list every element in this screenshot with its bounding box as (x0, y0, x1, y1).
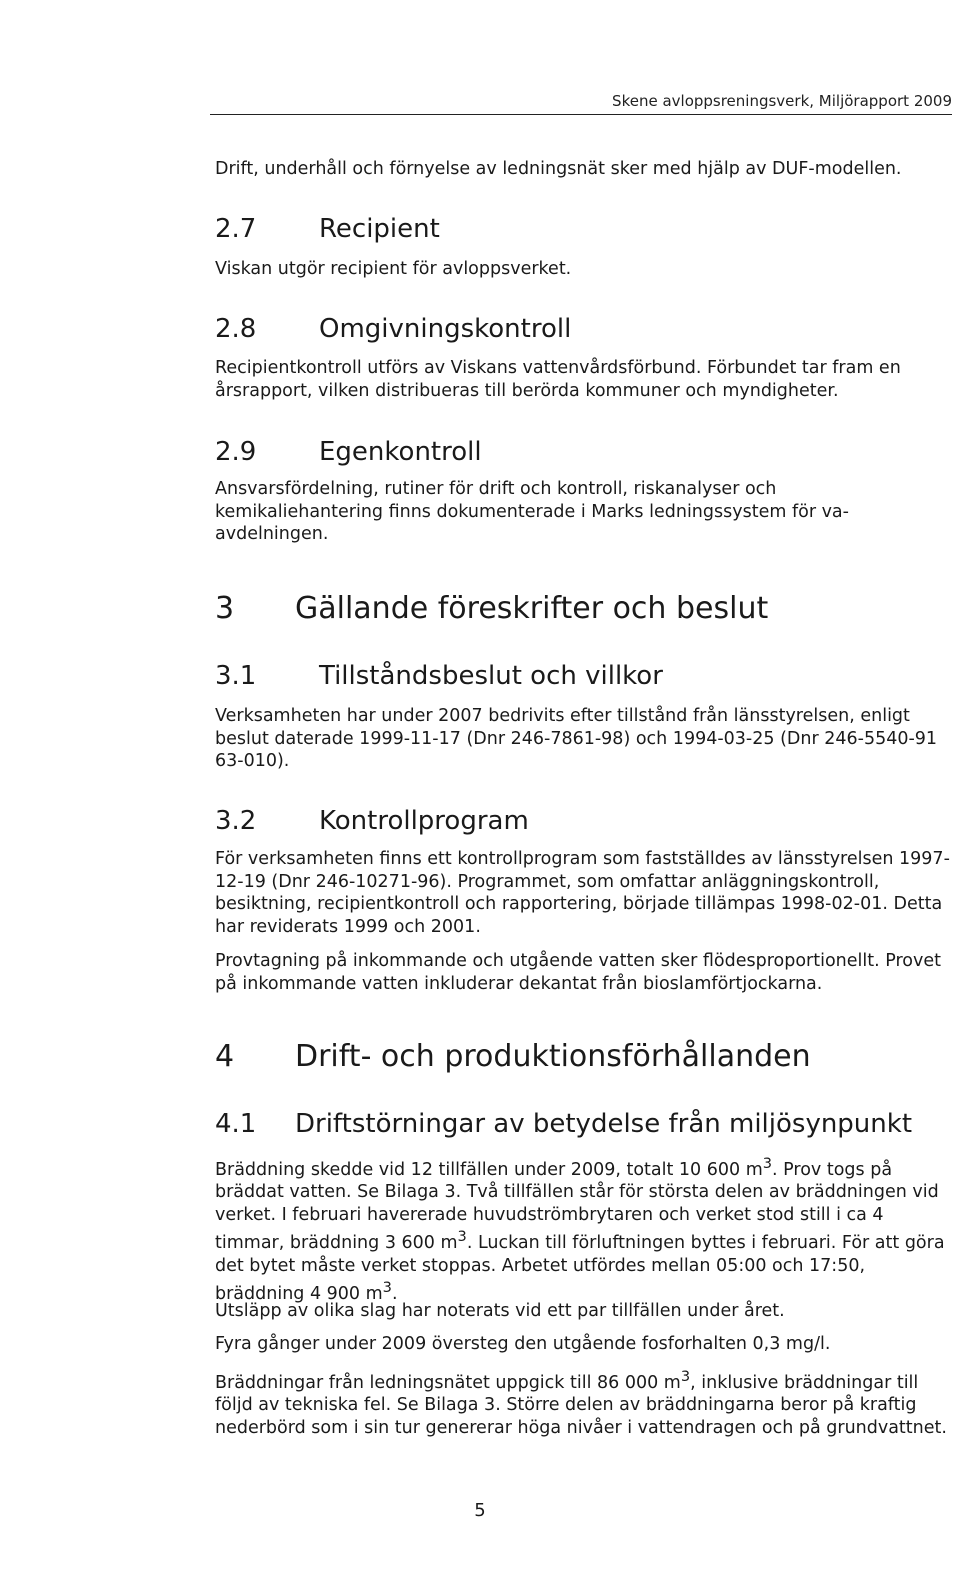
heading-3 (215, 592, 950, 626)
section-number: 3 (215, 591, 235, 626)
paragraph-2-8: Recipientkontroll utförs av Viskans vattenvårdsförbund. Förbundet tar fram en årsrapport, vilken distribueras till berörda kommuner och myndigheter. (215, 358, 901, 401)
section-number: 2.9 (215, 437, 257, 467)
paragraph-3-2-b: Provtagning på inkommande och utgående vatten sker flödesproportionellt. Provet på inkommande vatten inkluderar dekantat från bioslamförtjockarna. (215, 951, 941, 994)
paragraph-3-1: Verksamheten har under 2007 bedrivits efter tillstånd från länsstyrelsen, enligt beslut daterade 1999-11-17 (Dnr 246-7861-98) och 1994-03-25 (Dnr 246-5540-91 63-010). (215, 706, 938, 771)
section-number: 3.1 (215, 661, 257, 691)
section-number: 2.7 (215, 214, 257, 244)
heading-2-8 (215, 314, 950, 344)
page-number: 5 (474, 1500, 486, 1521)
section-title: Omgivningskontroll (319, 314, 572, 344)
heading-2-9 (215, 437, 950, 467)
text-run: Bräddningar från ledningsnätet uppgick till 86 000 m (215, 1372, 681, 1393)
heading-4-1 (215, 1109, 950, 1139)
superscript: 3 (457, 1228, 467, 1246)
heading-2-7 (215, 214, 950, 244)
section-title: Drift- och produktionsförhållanden (295, 1039, 811, 1074)
paragraph-4-1-b: Utsläpp av olika slag har noterats vid ett par tillfällen under året. (215, 1301, 785, 1321)
section-number: 4.1 (215, 1109, 257, 1139)
header-rule (210, 114, 952, 115)
superscript: 3 (680, 1368, 691, 1385)
paragraph-2-9: Ansvarsfördelning, rutiner för drift och kontroll, riskanalyser och kemikaliehantering finns dokumenterade i Marks ledningssystem för va-avdelningen. (215, 479, 849, 544)
section-number: 3.2 (215, 806, 257, 836)
superscript: 3 (382, 1279, 392, 1297)
paragraph-4-1-d (215, 1366, 950, 1439)
text-run: . (391, 1283, 398, 1304)
running-header: Skene avloppsreningsverk, Miljörapport 2009 (612, 92, 952, 110)
section-title: Tillståndsbeslut och villkor (319, 661, 663, 691)
text-run: , inklusive bräddningar till följd av tekniska fel. Se Bilaga 3. Större delen av bräddningarna beror på kraftig nederbörd som i sin tur genererar höga nivåer i vattendragen och på grundvattnet. (215, 1372, 947, 1438)
section-number: 2.8 (215, 314, 257, 344)
superscript: 3 (762, 1155, 773, 1172)
section-number: 4 (215, 1039, 235, 1074)
section-title: Driftstörningar av betydelse från miljösynpunkt (295, 1109, 913, 1139)
intro-paragraph: Drift, underhåll och förnyelse av ledningsnät sker med hjälp av DUF-modellen. (215, 159, 902, 179)
text-run: . Luckan till förluftningen byttes i februari. För att göra det bytet måste verket stoppas. Arbetet utfördes mellan 05:00 och 17:50, bräddning 4 900 m (215, 1233, 945, 1304)
paragraph-2-7: Viskan utgör recipient för avloppsverket. (215, 259, 572, 279)
section-title: Egenkontroll (319, 437, 482, 467)
section-title: Recipient (319, 214, 440, 244)
paragraph-3-2-a: För verksamheten finns ett kontrollprogram som fastställdes av länsstyrelsen 1997-12-19 (Dnr 246-10271-96). Programmet, som omfattar anläggningskontroll, besiktning, recipientkontroll och rapportering, började tillämpas 1998-02-01. Detta har reviderats 1999 och 2001. (215, 849, 950, 937)
heading-3-1 (215, 661, 950, 691)
text-run: . Prov togs på bräddat vatten. Se Bilaga 3. Två tillfällen står för största delen av bräddningen vid verket. I februari havererade huvudströmbrytaren och verket stod still i ca 4 timmar, bräddning 3 600 m (215, 1159, 939, 1254)
section-title: Kontrollprogram (319, 806, 529, 836)
paragraph-4-1-c: Fyra gånger under 2009 översteg den utgående fosforhalten 0,3 mg/l. (215, 1334, 831, 1354)
heading-4 (215, 1040, 950, 1074)
section-title: Gällande föreskrifter och beslut (295, 591, 769, 626)
heading-3-2 (215, 806, 950, 836)
text-run: Bräddning skedde vid 12 tillfällen under 2009, totalt 10 600 m (215, 1159, 763, 1180)
paragraph-4-1-a (215, 1153, 950, 1305)
